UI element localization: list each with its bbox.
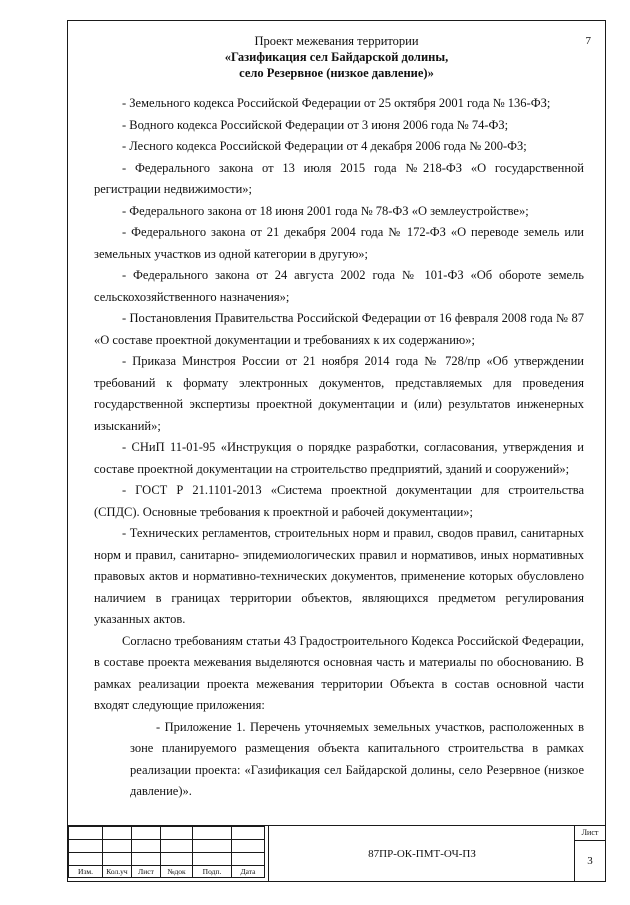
paragraph: - Лесного кодекса Российской Федерации от 4 декабря 2006 года № 200-ФЗ; <box>122 139 527 153</box>
paragraph: - СНиП 11-01-95 «Инструкция о порядке разработки, согласования, утверждения и составе проектной документации на строительство предприятий, зданий и сооружений»; <box>94 440 584 476</box>
column-podp: Подп. <box>193 866 232 878</box>
paragraph: - Технических регламентов, строительных норм и правил, сводов правил, санитарных норм и правил, санитарно- эпидемиологических правил и нормативов, иных нормативных правовых актов и нормативно-технических документов, применение которых обусловлено наличием в границах территории объектов, являющихся предметом регулирования указанных актов. <box>94 526 584 626</box>
paragraph: - Федерального закона от 13 июля 2015 года №218-ФЗ «О государственной регистрации недвижимости»; <box>94 160 584 196</box>
document-body <box>94 93 584 803</box>
paragraph: - Постановления Правительства Российской Федерации от 16 февраля 2008 года № 87 «О составе проектной документации и требованиях к их содержанию»; <box>94 311 584 347</box>
header-line-1: Проект межевания территории <box>254 34 419 48</box>
column-izm: Изм. <box>69 866 103 878</box>
page-number: 7 <box>585 35 591 47</box>
paragraph: - ГОСТ Р 21.1101-2013 «Система проектной документации для строительства (СПДС). Основные требования к проектной и рабочей документации»; <box>94 483 584 519</box>
column-kol-uch: Кол.уч <box>103 866 132 878</box>
attachment-item: - Приложение 1. Перечень уточняемых земельных участков, расположенных в зоне планируемого размещения объекта капитального строительства в рамках реализации проекта: «Газификация сел Байдарской долины, село Резервное (низкое давление)». <box>130 719 584 798</box>
paragraph: Согласно требованиям статьи 43 Градостроительного Кодекса Российской Федерации, в составе проекта межевания выделяются основная часть и материалы по обоснованию. В рамках реализации проекта межевания территории Объекта в состав основной части входят следующие приложения: <box>94 633 584 712</box>
paragraph: - Земельного кодекса Российской Федерации от 25 октября 2001 года № 136-ФЗ; <box>122 96 551 110</box>
title-block <box>68 825 605 881</box>
header-line-2: «Газификация сел Байдарской долины, <box>224 50 449 64</box>
column-data: Дата <box>232 866 265 878</box>
revision-table <box>68 826 265 878</box>
column-ndok: №док <box>161 866 193 878</box>
document-code: 87ПР-ОК-ПМТ-ОЧ-ПЗ <box>268 826 575 881</box>
paragraph: - Федерального закона от 21 декабря 2004 года № 172-ФЗ «О переводе земель или земельных участков из одной категории в другую»; <box>94 225 584 261</box>
sheet-label: Лист <box>575 826 605 841</box>
document-frame <box>67 20 606 882</box>
document-header <box>68 33 605 81</box>
paragraph: - Федерального закона от 24 августа 2002 года № 101-ФЗ «Об обороте земель сельскохозяйственного назначения»; <box>94 268 584 304</box>
paragraph: - Федерального закона от 18 июня 2001 года № 78-ФЗ «О землеустройстве»; <box>122 203 529 218</box>
sheet-number: 3 <box>587 855 593 867</box>
header-line-3: село Резервное (низкое давление)» <box>239 66 434 80</box>
paragraph: - Водного кодекса Российской Федерации от 3 июня 2006 года № 74-ФЗ; <box>122 117 509 132</box>
sheet-box <box>574 826 605 881</box>
paragraph: - Приказа Минстроя России от 21 ноября 2014 года № 728/пр «Об утверждении требований к формату электронных документов, представляемых для проведения государственной экспертизы проектной документации и (или) результатов инженерных изысканий»; <box>94 354 584 433</box>
column-list: Лист <box>132 866 161 878</box>
